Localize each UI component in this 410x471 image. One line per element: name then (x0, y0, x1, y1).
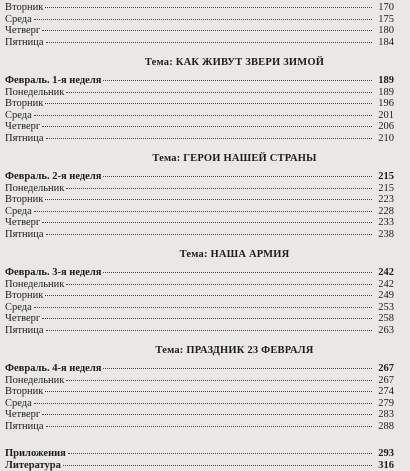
week-label: Февраль. 4-я неделя (5, 363, 101, 375)
toc-label: Среда (5, 206, 32, 218)
toc-page-number: 263 (374, 325, 394, 337)
toc-label: Четверг (5, 217, 40, 229)
toc-row (5, 98, 394, 110)
toc-page-number: 274 (374, 386, 394, 398)
toc-page-number: 189 (374, 87, 394, 99)
toc-page-number: 196 (374, 98, 394, 110)
toc-row (5, 194, 394, 206)
toc-page-number: 170 (374, 2, 394, 14)
toc-page-number: 206 (374, 121, 394, 133)
dot-leader (66, 188, 372, 189)
dot-leader (46, 426, 372, 427)
toc-row (5, 217, 394, 229)
intro-rows (5, 2, 394, 48)
toc-page-number: 249 (374, 290, 394, 302)
toc-row (5, 183, 394, 195)
week-row (5, 267, 394, 279)
toc-row (5, 229, 394, 241)
toc-label: Четверг (5, 25, 40, 37)
toc-row (5, 409, 394, 421)
week-row (5, 171, 394, 183)
toc-label: Понедельник (5, 375, 64, 387)
toc-row (5, 290, 394, 302)
toc-row (5, 421, 394, 433)
dot-leader (45, 295, 372, 296)
toc-label: Вторник (5, 386, 43, 398)
dot-leader (34, 115, 372, 116)
section-topic: Тема: КАК ЖИВУТ ЗВЕРИ ЗИМОЙ (5, 56, 394, 69)
toc-label: Пятница (5, 421, 44, 433)
dot-leader (66, 380, 372, 381)
toc-page-number: 253 (374, 302, 394, 314)
week-page-number: 242 (374, 267, 394, 279)
dot-leader (45, 391, 372, 392)
toc-row (5, 313, 394, 325)
dot-leader (42, 30, 372, 31)
toc-page-number: 228 (374, 206, 394, 218)
dot-leader (68, 453, 372, 454)
toc-row (5, 398, 394, 410)
toc-label: Пятница (5, 325, 44, 337)
dot-leader (46, 234, 372, 235)
toc-page-number: 258 (374, 313, 394, 325)
appendix-label: Приложения (5, 448, 66, 460)
week-label: Февраль. 1-я неделя (5, 75, 101, 87)
toc-row (5, 133, 394, 145)
dot-leader (103, 176, 372, 177)
toc-label: Понедельник (5, 87, 64, 99)
dot-leader (34, 211, 372, 212)
week-row (5, 75, 394, 87)
toc-row (5, 25, 394, 37)
toc-label: Вторник (5, 2, 43, 14)
toc-page-number: 180 (374, 25, 394, 37)
dot-leader (45, 7, 372, 8)
dot-leader (45, 103, 372, 104)
week-page-number: 215 (374, 171, 394, 183)
toc-label: Вторник (5, 290, 43, 302)
toc-label: Пятница (5, 133, 44, 145)
week-page-number: 267 (374, 363, 394, 375)
toc-label: Четверг (5, 409, 40, 421)
section-topic: Тема: ГЕРОИ НАШЕЙ СТРАНЫ (5, 152, 394, 165)
toc-row (5, 386, 394, 398)
appendix-row (5, 460, 394, 471)
dot-leader (103, 272, 372, 273)
toc-page-number: 210 (374, 133, 394, 145)
toc-page-number: 215 (374, 183, 394, 195)
toc-row (5, 110, 394, 122)
toc-row (5, 87, 394, 99)
dot-leader (46, 330, 372, 331)
dot-leader (34, 403, 372, 404)
toc-label: Пятница (5, 229, 44, 241)
dot-leader (63, 465, 372, 466)
toc-page-number: 288 (374, 421, 394, 433)
dot-leader (66, 284, 372, 285)
week-row (5, 363, 394, 375)
toc-label: Среда (5, 398, 32, 410)
toc-row (5, 206, 394, 218)
toc-label: Пятница (5, 37, 44, 49)
toc-row (5, 2, 394, 14)
section-topic: Тема: НАША АРМИЯ (5, 248, 394, 261)
toc-label: Четверг (5, 313, 40, 325)
week-page-number: 189 (374, 75, 394, 87)
dot-leader (103, 80, 372, 81)
toc-page-number: 242 (374, 279, 394, 291)
toc-page-number: 279 (374, 398, 394, 410)
toc-row (5, 121, 394, 133)
toc-label: Среда (5, 110, 32, 122)
appendix-label: Литература (5, 460, 61, 471)
toc-label: Среда (5, 14, 32, 26)
dot-leader (42, 126, 372, 127)
toc-page-number: 238 (374, 229, 394, 241)
section-topic: Тема: ПРАЗДНИК 23 ФЕВРАЛЯ (5, 344, 394, 357)
appendix-page-number: 316 (374, 460, 394, 471)
toc-row (5, 375, 394, 387)
dot-leader (42, 222, 372, 223)
toc-page-number: 184 (374, 37, 394, 49)
week-label: Февраль. 3-я неделя (5, 267, 101, 279)
toc-label: Четверг (5, 121, 40, 133)
toc-label: Вторник (5, 98, 43, 110)
toc-page-number: 233 (374, 217, 394, 229)
appendix-row (5, 448, 394, 460)
dot-leader (103, 368, 372, 369)
toc-row (5, 302, 394, 314)
toc-label: Среда (5, 302, 32, 314)
dot-leader (34, 19, 372, 20)
appendix-page-number: 293 (374, 448, 394, 460)
toc-page-number: 267 (374, 375, 394, 387)
toc-page-number: 201 (374, 110, 394, 122)
toc-page-number: 283 (374, 409, 394, 421)
toc-page-number: 223 (374, 194, 394, 206)
dot-leader (66, 92, 372, 93)
toc-section (5, 152, 394, 240)
toc-page-number: 175 (374, 14, 394, 26)
toc-row (5, 325, 394, 337)
toc-section (5, 248, 394, 336)
dot-leader (46, 42, 372, 43)
toc-row (5, 37, 394, 49)
dot-leader (45, 199, 372, 200)
toc-label: Понедельник (5, 279, 64, 291)
toc-row (5, 14, 394, 26)
toc-label: Понедельник (5, 183, 64, 195)
toc-row (5, 279, 394, 291)
toc-label: Вторник (5, 194, 43, 206)
toc-appendix (5, 448, 394, 471)
dot-leader (46, 138, 372, 139)
toc-section (5, 344, 394, 432)
week-label: Февраль. 2-я неделя (5, 171, 101, 183)
dot-leader (34, 307, 372, 308)
dot-leader (42, 318, 372, 319)
toc-section (5, 56, 394, 144)
dot-leader (42, 414, 372, 415)
